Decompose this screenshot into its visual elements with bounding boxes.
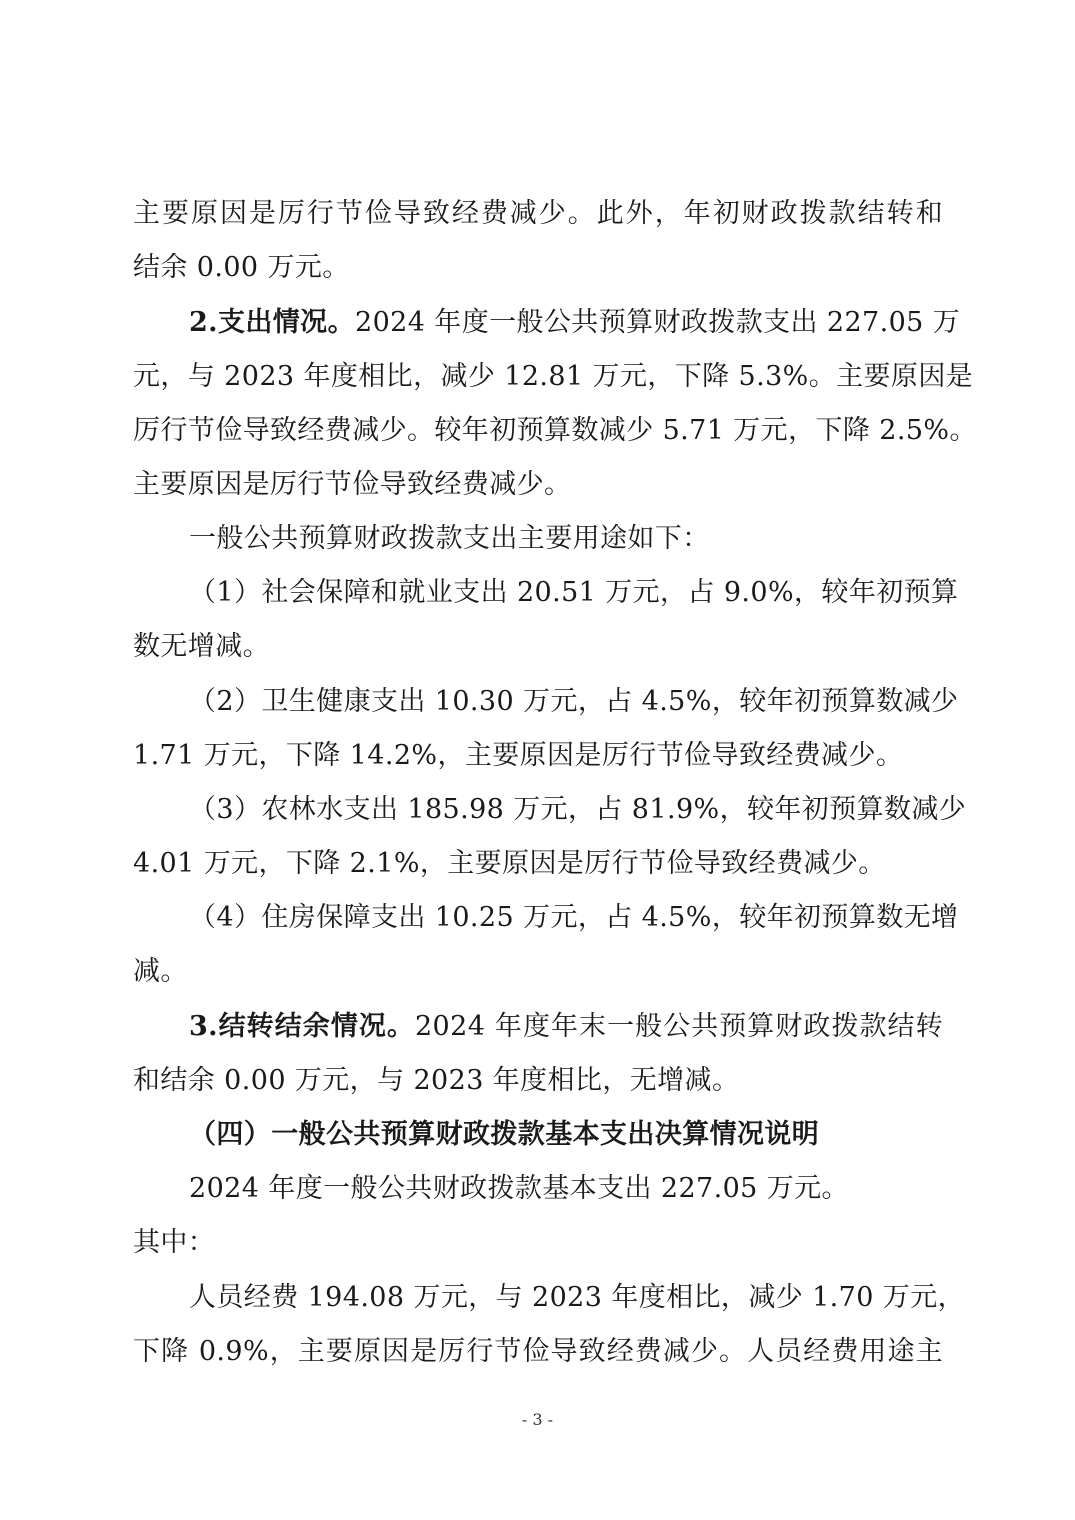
paragraph-line: 结余 0.00 万元。 — [133, 252, 350, 283]
section-3-carryover-line — [189, 1009, 943, 1045]
section-2-text: 2024 年度一般公共预算财政拨款支出 227.05 万 — [355, 307, 961, 338]
section-4-heading: （四）一般公共预算财政拨款基本支出决算情况说明 — [189, 1119, 820, 1150]
list-item-2: （2）卫生健康支出 10.30 万元，占 4.5%，较年初预算数减少 — [189, 686, 959, 717]
paragraph-line: 主要原因是厉行节俭导致经费减少。 — [133, 469, 572, 500]
paragraph-line: 2024 年度一般公共财政拨款基本支出 227.05 万元。 — [189, 1173, 849, 1204]
paragraph-line: 数无增减。 — [133, 631, 270, 662]
paragraph-line: 4.01 万元，下降 2.1%，主要原因是厉行节俭导致经费减少。 — [133, 848, 886, 879]
section-2-expenditure-line — [189, 305, 961, 341]
paragraph-line: 主要原因是厉行节俭导致经费减少。此外，年初财政拨款结转和 — [133, 198, 943, 229]
paragraph-line: 其中： — [133, 1227, 216, 1258]
paragraph-line: 和结余 0.00 万元，与 2023 年度相比，无增减。 — [133, 1065, 740, 1096]
section-2-heading: 2.支出情况。 — [189, 307, 355, 338]
section-3-text: 2024 年度年末一般公共预算财政拨款结转 — [414, 1011, 943, 1042]
list-item-1: （1）社会保障和就业支出 20.51 万元，占 9.0%，较年初预算 — [189, 577, 959, 608]
paragraph-line: 下降 0.9%，主要原因是厉行节俭导致经费减少。人员经费用途主 — [133, 1336, 943, 1367]
section-3-heading: 3.结转结余情况。 — [189, 1011, 415, 1042]
paragraph-line: 人员经费 194.08 万元，与 2023 年度相比，减少 1.70 万元， — [189, 1282, 965, 1313]
page-number: - 3 - — [521, 1410, 554, 1429]
paragraph-line: 厉行节俭导致经费减少。较年初预算数减少 5.71 万元，下降 2.5%。 — [133, 415, 977, 446]
paragraph-line: 一般公共预算财政拨款支出主要用途如下： — [189, 523, 710, 554]
list-item-4: （4）住房保障支出 10.25 万元，占 4.5%，较年初预算数无增 — [189, 902, 959, 933]
paragraph-line: 1.71 万元，下降 14.2%，主要原因是厉行节俭导致经费减少。 — [133, 740, 904, 771]
list-item-3: （3）农林水支出 185.98 万元，占 81.9%，较年初预算数减少 — [189, 794, 967, 825]
paragraph-line: 元，与 2023 年度相比，减少 12.81 万元，下降 5.3%。主要原因是 — [133, 361, 974, 392]
paragraph-line: 减。 — [133, 956, 188, 987]
